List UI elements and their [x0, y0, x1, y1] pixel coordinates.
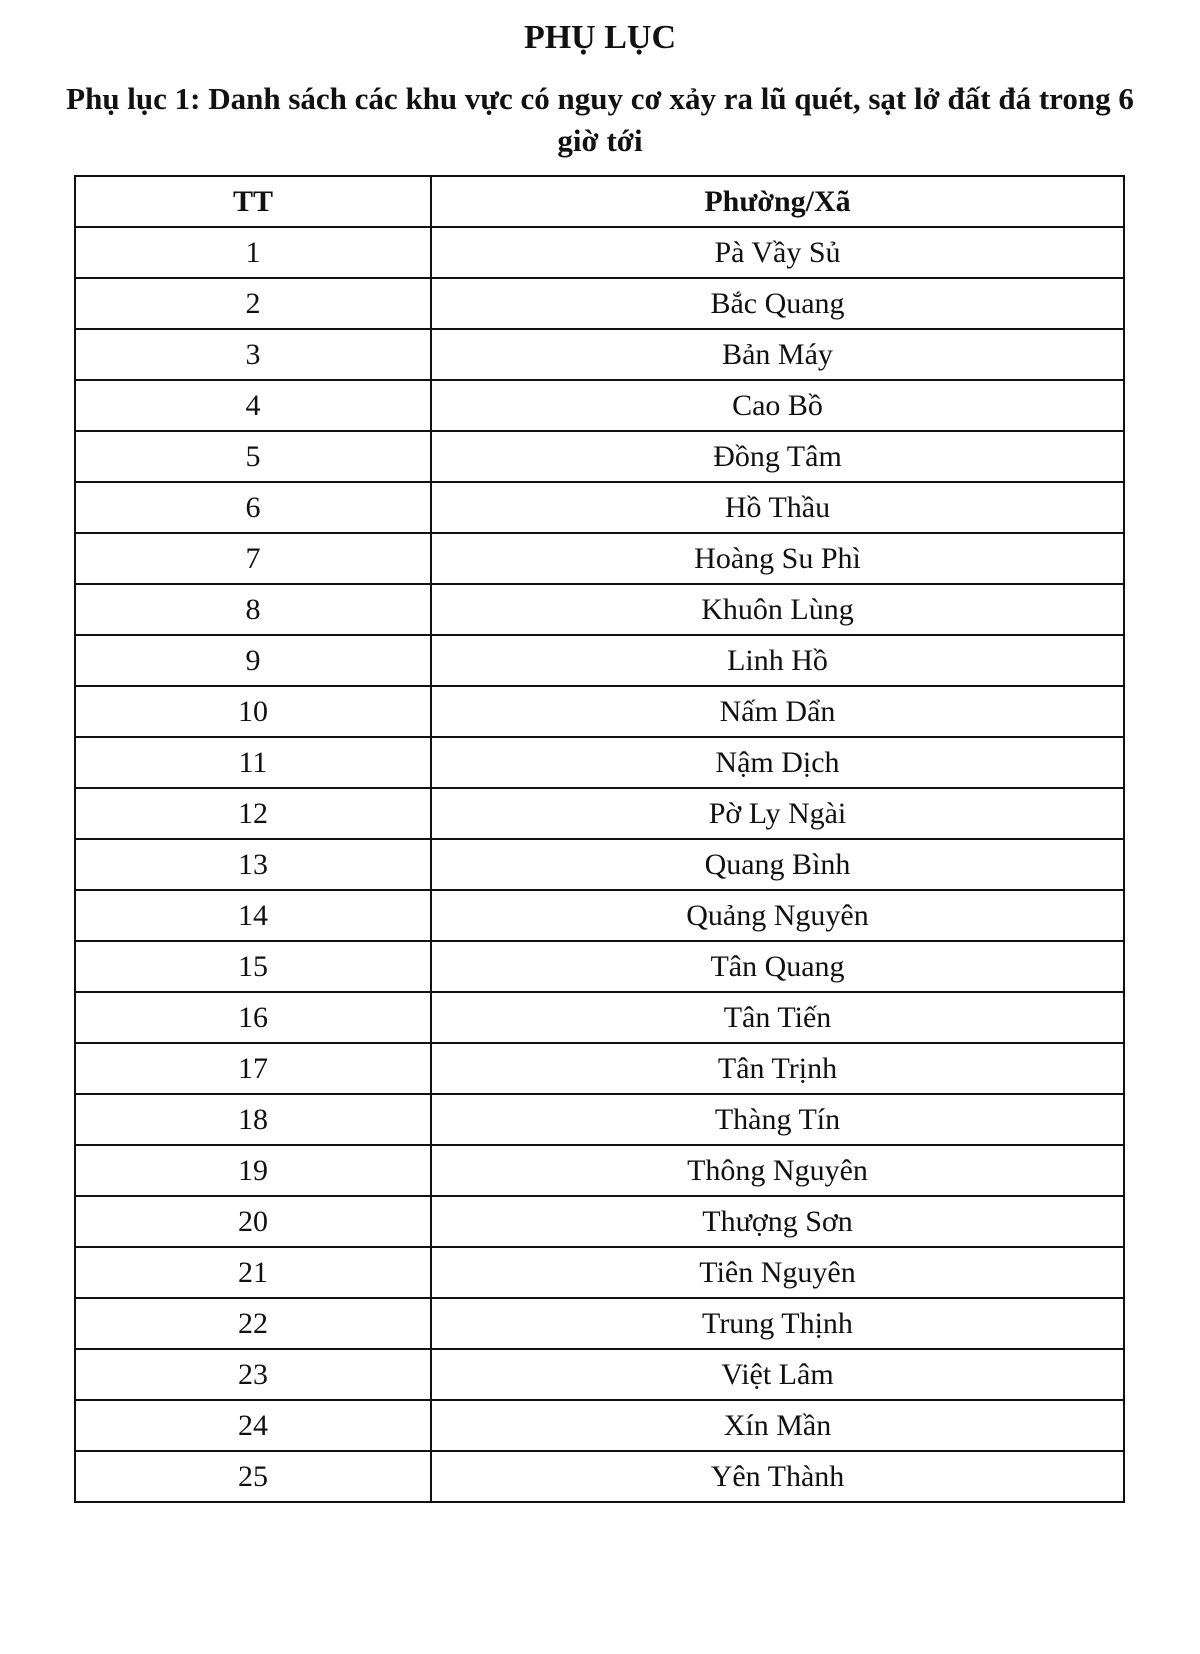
row-number-cell: 6 [75, 482, 431, 533]
row-number-cell: 22 [75, 1298, 431, 1349]
ward-commune-cell: Tiên Nguyên [431, 1247, 1124, 1298]
row-number-cell: 8 [75, 584, 431, 635]
table-row [75, 1451, 1124, 1502]
table-row [75, 431, 1124, 482]
ward-commune-cell: Nấm Dẩn [431, 686, 1124, 737]
row-number-cell: 10 [75, 686, 431, 737]
ward-commune-cell: Quang Bình [431, 839, 1124, 890]
ward-commune-cell: Tân Quang [431, 941, 1124, 992]
row-number-cell: 17 [75, 1043, 431, 1094]
ward-commune-cell: Cao Bồ [431, 380, 1124, 431]
table-row [75, 1094, 1124, 1145]
table-row [75, 1247, 1124, 1298]
row-number-cell: 12 [75, 788, 431, 839]
table-row [75, 533, 1124, 584]
row-number-cell: 7 [75, 533, 431, 584]
ward-commune-cell: Việt Lâm [431, 1349, 1124, 1400]
table-body [75, 227, 1124, 1502]
row-number-cell: 15 [75, 941, 431, 992]
row-number-cell: 21 [75, 1247, 431, 1298]
row-number-cell: 5 [75, 431, 431, 482]
ward-commune-cell: Thượng Sơn [431, 1196, 1124, 1247]
table-row [75, 1145, 1124, 1196]
row-number-cell: 14 [75, 890, 431, 941]
table-row [75, 329, 1124, 380]
ward-commune-cell: Khuôn Lùng [431, 584, 1124, 635]
document-subtitle [30, 78, 1170, 162]
table-row [75, 1196, 1124, 1247]
ward-commune-cell: Pờ Ly Ngài [431, 788, 1124, 839]
ward-commune-cell: Bắc Quang [431, 278, 1124, 329]
ward-commune-cell: Quảng Nguyên [431, 890, 1124, 941]
ward-commune-cell: Yên Thành [431, 1451, 1124, 1502]
table-row [75, 227, 1124, 278]
column-header-tt: TT [75, 176, 431, 227]
ward-commune-cell: Hồ Thầu [431, 482, 1124, 533]
column-header-ward-commune: Phường/Xã [431, 176, 1124, 227]
row-number-cell: 9 [75, 635, 431, 686]
row-number-cell: 20 [75, 1196, 431, 1247]
row-number-cell: 16 [75, 992, 431, 1043]
ward-commune-cell: Thông Nguyên [431, 1145, 1124, 1196]
table-row [75, 1298, 1124, 1349]
row-number-cell: 18 [75, 1094, 431, 1145]
table-row [75, 788, 1124, 839]
ward-commune-cell: Tân Trịnh [431, 1043, 1124, 1094]
row-number-cell: 23 [75, 1349, 431, 1400]
ward-commune-cell: Linh Hồ [431, 635, 1124, 686]
ward-commune-cell: Trung Thịnh [431, 1298, 1124, 1349]
ward-commune-cell: Nậm Dịch [431, 737, 1124, 788]
row-number-cell: 1 [75, 227, 431, 278]
document-title: PHỤ LỤC [523, 19, 677, 56]
table-row [75, 482, 1124, 533]
row-number-cell: 13 [75, 839, 431, 890]
ward-commune-cell: Thàng Tín [431, 1094, 1124, 1145]
subtitle-line-1: Phụ lục 1: Danh sách các khu vực có nguy cơ xảy ra lũ quét, sạt lở đất đá trong 6 [66, 81, 1134, 116]
ward-commune-cell: Pà Vầy Sủ [431, 227, 1124, 278]
table-row [75, 278, 1124, 329]
table-row [75, 686, 1124, 737]
row-number-cell: 2 [75, 278, 431, 329]
table-row [75, 635, 1124, 686]
table-row [75, 584, 1124, 635]
row-number-cell: 25 [75, 1451, 431, 1502]
table-row [75, 941, 1124, 992]
table-row [75, 737, 1124, 788]
ward-commune-cell: Xín Mần [431, 1400, 1124, 1451]
row-number-cell: 19 [75, 1145, 431, 1196]
ward-commune-cell: Hoàng Su Phì [431, 533, 1124, 584]
table-row [75, 992, 1124, 1043]
table-row [75, 839, 1124, 890]
table-row [75, 890, 1124, 941]
table-header-row [75, 176, 1124, 227]
table-row [75, 1400, 1124, 1451]
ward-commune-cell: Tân Tiến [431, 992, 1124, 1043]
regions-table [74, 175, 1125, 1503]
ward-commune-cell: Đồng Tâm [431, 431, 1124, 482]
table-row [75, 380, 1124, 431]
row-number-cell: 11 [75, 737, 431, 788]
row-number-cell: 4 [75, 380, 431, 431]
table-row [75, 1043, 1124, 1094]
subtitle-line-2: giờ tới [557, 123, 643, 158]
table-row [75, 1349, 1124, 1400]
row-number-cell: 3 [75, 329, 431, 380]
ward-commune-cell: Bản Máy [431, 329, 1124, 380]
row-number-cell: 24 [75, 1400, 431, 1451]
